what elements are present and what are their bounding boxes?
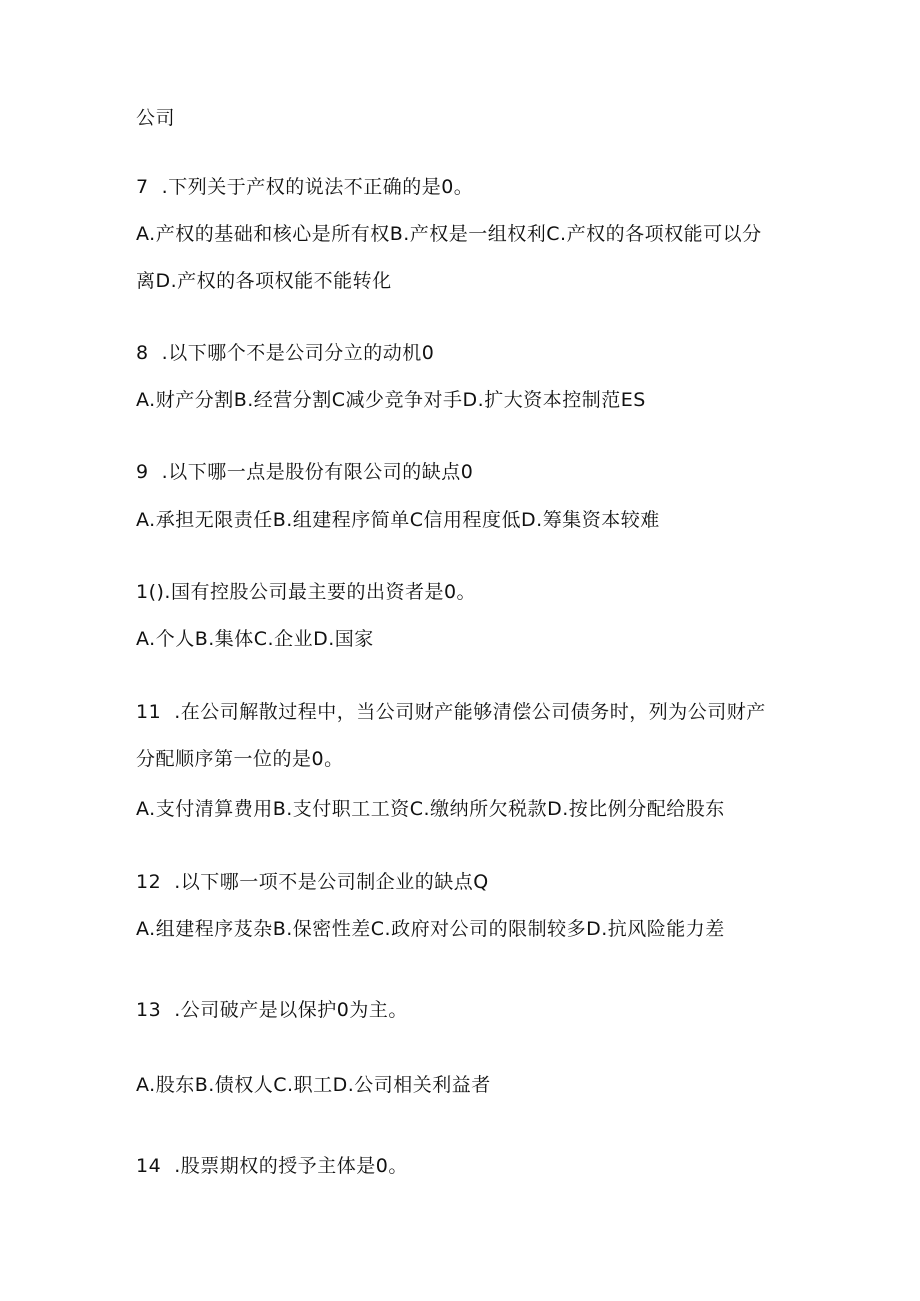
question-10-options: A.个人B.集体C.企业D.国家	[136, 628, 374, 650]
question-12-options: A.组建程序芨杂B.保密性差C.政府对公司的限制较多D.抗风险能力差	[136, 918, 725, 940]
question-11-options: A.支付清算费用B.支付职工工资C.缴纳所欠税款D.按比例分配给股东	[136, 798, 725, 820]
question-13-options: A.股东B.债权人C.职工D.公司相关利益者	[136, 1074, 491, 1096]
question-11-line-1: 11 .在公司解散过程中，当公司财产能够清偿公司债务时，列为公司财产	[136, 701, 766, 723]
question-10: 1().国有控股公司最主要的出资者是0。	[136, 581, 477, 603]
question-11-line-2: 分配顺序第一位的是0。	[136, 748, 344, 770]
question-7: 7 .下列关于产权的说法不正确的是0。	[136, 176, 474, 198]
question-12: 12 .以下哪一项不是公司制企业的缺点Q	[136, 871, 489, 893]
text-line-company-continuation: 公司	[136, 107, 176, 129]
question-8: 8 .以下哪个不是公司分立的动机0	[136, 342, 435, 364]
question-13: 13 .公司破产是以保护0为主。	[136, 999, 408, 1021]
question-9-options: A.承担无限责任B.组建程序简单C信用程度低D.筹集资本较难	[136, 509, 660, 531]
question-8-options: A.财产分割B.经营分割C减少竞争对手D.扩大资本控制范ES	[136, 389, 646, 411]
question-7-options-line-2: 离D.产权的各项权能不能转化	[136, 270, 392, 292]
question-7-options-line-1: A.产权的基础和核心是所有权B.产权是一组权利C.产权的各项权能可以分	[136, 223, 762, 245]
question-9: 9 .以下哪一点是股份有限公司的缺点0	[136, 461, 474, 483]
question-14: 14 .股票期权的授予主体是0。	[136, 1155, 408, 1177]
